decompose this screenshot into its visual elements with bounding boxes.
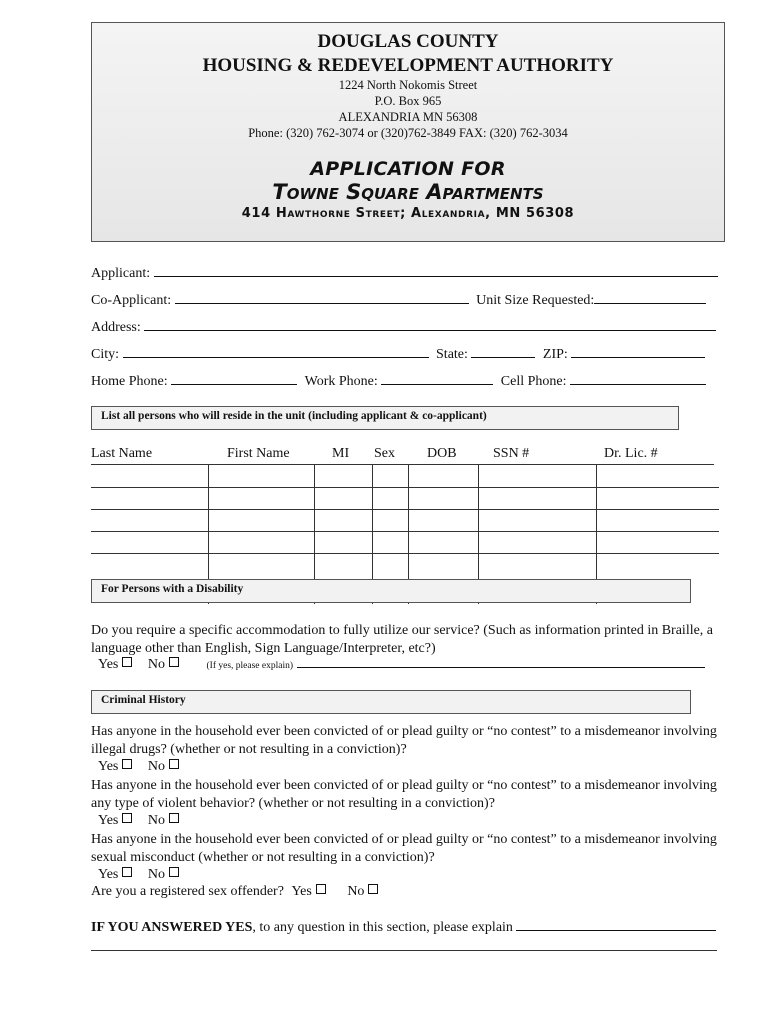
yes-label: Yes (98, 657, 119, 672)
cell-phone-label: Cell Phone: (500, 374, 567, 389)
org-street: 1224 North Nokomis Street (338, 78, 478, 92)
explain-text: , to any question in this section, please explain (252, 920, 513, 935)
persons-section-header: List all persons who will reside in the unit (including applicant & co-applicant) (91, 406, 679, 430)
address-label: Address: (91, 320, 141, 335)
work-phone-field[interactable] (381, 372, 493, 385)
unit-size-label: Unit Size Requested: (476, 293, 595, 308)
no-label: No (147, 759, 165, 774)
disability-question: Do you require a specific accommodation to fully utilize our service? (Such as information printed in Braille, a language other than English, Sign Language/Interpreter, etc?) (91, 623, 714, 656)
table-row[interactable] (91, 487, 719, 488)
col-mi: MI (332, 446, 350, 461)
criminal-question-violence: Has anyone in the household ever been convicted of or plead guilty or “no contest” to a misdemeanor involving any type of violent behavior? (whether or not resulting in a conviction)? (91, 778, 717, 811)
co-applicant-field[interactable] (175, 291, 469, 304)
co-applicant-label: Co-Applicant: (91, 293, 172, 308)
explain-field-line2[interactable] (91, 950, 717, 951)
no-label: No (147, 867, 165, 882)
col-dob: DOB (427, 446, 457, 461)
col-last-name: Last Name (91, 446, 153, 461)
violence-answer-row (98, 813, 179, 829)
org-name-line1: DOUGLAS COUNTY (317, 31, 499, 52)
criminal-section-header: Criminal History (91, 690, 691, 714)
city-row (91, 345, 705, 363)
explain-field[interactable] (516, 918, 716, 931)
col-sex: Sex (374, 446, 395, 461)
explain-field[interactable] (297, 658, 705, 668)
state-label: State: (436, 347, 468, 362)
org-name-line2: HOUSING & REDEVELOPMENT AUTHORITY (202, 55, 614, 76)
col-dr-lic: Dr. Lic. # (604, 446, 658, 461)
property-address: 414 Hawthorne Street; Alexandria, MN 56308 (241, 206, 575, 221)
city-field[interactable] (123, 345, 429, 358)
home-phone-label: Home Phone: (91, 374, 168, 389)
applicant-field[interactable] (154, 264, 718, 277)
applicant-label: Applicant: (91, 266, 151, 281)
unit-size-field[interactable] (594, 291, 706, 304)
applicant-row (91, 264, 718, 282)
criminal-question-drugs: Has anyone in the household ever been convicted of or plead guilty or “no contest” to a misdemeanor involving illegal drugs? (whether or not resulting in a conviction)? (91, 724, 717, 757)
yes-checkbox[interactable] (122, 759, 132, 769)
yes-label: Yes (98, 813, 119, 828)
disability-answer-row (98, 657, 705, 673)
org-phone: Phone: (320) 762-3074 or (320)762-3849 FAX: (320) 762-3034 (248, 126, 568, 140)
col-ssn: SSN # (493, 446, 530, 461)
phone-row (91, 372, 706, 390)
cell-phone-field[interactable] (570, 372, 706, 385)
header-box (91, 22, 725, 242)
yes-checkbox[interactable] (122, 867, 132, 877)
no-checkbox[interactable] (169, 657, 179, 667)
col-first-name: First Name (227, 446, 290, 461)
yes-label: Yes (98, 759, 119, 774)
drugs-answer-row (98, 759, 179, 775)
address-row (91, 318, 716, 336)
address-field[interactable] (144, 318, 716, 331)
application-title: APPLICATION FOR (310, 158, 506, 180)
org-city-state: ALEXANDRIA MN 56308 (338, 110, 478, 124)
table-row[interactable] (91, 531, 719, 532)
yes-label: Yes (291, 884, 312, 899)
sexual-answer-row (98, 867, 179, 883)
yes-label: Yes (98, 867, 119, 882)
yes-checkbox[interactable] (122, 813, 132, 823)
yes-checkbox[interactable] (316, 884, 326, 894)
org-po-box: P.O. Box 965 (374, 94, 442, 108)
zip-field[interactable] (571, 345, 705, 358)
table-row[interactable] (91, 509, 719, 510)
home-phone-field[interactable] (171, 372, 297, 385)
disability-section-header: For Persons with a Disability (91, 579, 691, 603)
explain-row (91, 918, 716, 936)
explain-bold-text: IF YOU ANSWERED YES (91, 920, 253, 935)
grid-header-line (91, 464, 714, 465)
no-checkbox[interactable] (169, 813, 179, 823)
zip-label: ZIP: (542, 347, 568, 362)
table-row[interactable] (91, 553, 719, 554)
no-checkbox[interactable] (169, 867, 179, 877)
criminal-question-sexual: Has anyone in the household ever been convicted of or plead guilty or “no contest” to a misdemeanor involving sexual misconduct (whether or not resulting in a conviction)? (91, 832, 717, 865)
sex-offender-row (91, 884, 378, 900)
work-phone-label: Work Phone: (304, 374, 378, 389)
city-label: City: (91, 347, 120, 362)
property-name: Towne Square Apartments (272, 180, 544, 204)
yes-checkbox[interactable] (122, 657, 132, 667)
co-applicant-row (91, 291, 706, 309)
no-checkbox[interactable] (368, 884, 378, 894)
explain-label: (If yes, please explain) (206, 661, 294, 671)
no-checkbox[interactable] (169, 759, 179, 769)
no-label: No (147, 657, 165, 672)
sex-offender-question: Are you a registered sex offender? (91, 884, 284, 899)
no-label: No (147, 813, 165, 828)
no-label: No (347, 884, 365, 899)
state-field[interactable] (471, 345, 535, 358)
